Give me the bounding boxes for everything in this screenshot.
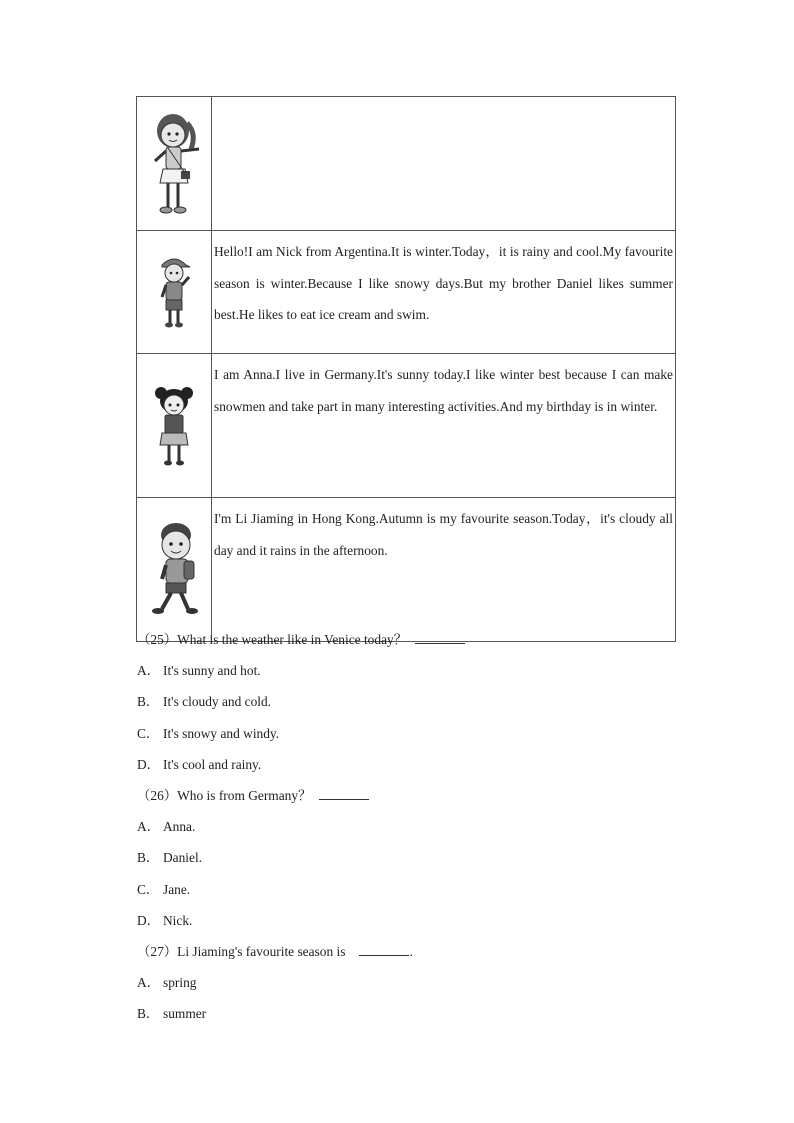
option-text: Anna. xyxy=(163,819,196,835)
option-letter: A． xyxy=(137,819,161,835)
question-25 xyxy=(137,624,677,655)
boy-with-cap-icon xyxy=(154,253,194,331)
passage-row xyxy=(137,498,676,642)
option-letter: B． xyxy=(137,1006,160,1022)
option-text: Jane. xyxy=(163,881,191,897)
option-letter: B． xyxy=(137,694,160,710)
option-c[interactable] xyxy=(137,874,677,905)
option-a[interactable] xyxy=(137,811,677,842)
picture-cell xyxy=(137,97,212,231)
option-b[interactable] xyxy=(137,842,677,873)
option-d[interactable] xyxy=(137,749,677,780)
passage-row xyxy=(137,354,676,498)
question-27 xyxy=(137,936,677,967)
option-text: It's cool and rainy. xyxy=(163,756,262,772)
passage-text: I am Anna.I live in Germany.It's sunny today.I like winter best because I can make snowmen and take part in many interesting activities.And my birthday is in winter. xyxy=(212,354,676,498)
option-text: Daniel. xyxy=(163,850,203,866)
option-letter: C． xyxy=(137,725,160,741)
question-stem: Li Jiaming's favourite season is xyxy=(177,943,346,959)
question-number: （26） xyxy=(137,787,178,803)
girl-with-bag-icon xyxy=(143,109,205,219)
option-letter: C． xyxy=(137,881,160,897)
option-letter: B． xyxy=(137,850,160,866)
questions xyxy=(137,624,677,1029)
option-letter: D． xyxy=(137,912,161,928)
option-letter: D． xyxy=(137,756,161,772)
answer-blank[interactable] xyxy=(319,787,369,800)
picture-cell xyxy=(137,498,212,642)
passage-text: Hello!I am Nick from Argentina.It is winter.Today，it is rainy and cool.My favourite season is winter.Because I like snowy days.But my brother Daniel likes summer best.He likes to eat ice cream and swim. xyxy=(212,231,676,354)
passage-text xyxy=(212,97,676,231)
girl-with-buns-icon xyxy=(152,383,196,469)
question-26 xyxy=(137,780,677,811)
option-b[interactable] xyxy=(137,686,677,717)
picture-cell xyxy=(137,354,212,498)
option-text: summer xyxy=(163,1006,207,1022)
reading-table xyxy=(136,96,676,642)
option-text: It's snowy and windy. xyxy=(163,725,280,741)
option-text: spring xyxy=(163,975,197,991)
option-text: Nick. xyxy=(163,912,193,928)
option-letter: A． xyxy=(137,975,161,991)
option-b[interactable] xyxy=(137,998,677,1029)
option-letter: A． xyxy=(137,663,161,679)
question-suffix: . xyxy=(409,943,413,959)
question-stem: What is the weather like in Venice today？ xyxy=(177,632,408,647)
answer-blank[interactable] xyxy=(359,943,409,956)
passage-row xyxy=(137,97,676,231)
option-a[interactable] xyxy=(137,967,677,998)
option-text: It's sunny and hot. xyxy=(163,663,261,679)
question-number: （27） xyxy=(137,943,178,959)
boy-walking-icon xyxy=(144,521,204,619)
option-c[interactable] xyxy=(137,718,677,749)
answer-blank[interactable] xyxy=(415,631,465,644)
option-d[interactable] xyxy=(137,905,677,936)
question-number: （25） xyxy=(137,632,178,647)
option-a[interactable] xyxy=(137,655,677,686)
option-text: It's cloudy and cold. xyxy=(163,694,272,710)
passage-row xyxy=(137,231,676,354)
picture-cell xyxy=(137,231,212,354)
question-stem: Who is from Germany？ xyxy=(177,787,312,803)
passage-text: I'm Li Jiaming in Hong Kong.Autumn is my favourite season.Today，it's cloudy all day and it rains in the afternoon. xyxy=(212,498,676,642)
